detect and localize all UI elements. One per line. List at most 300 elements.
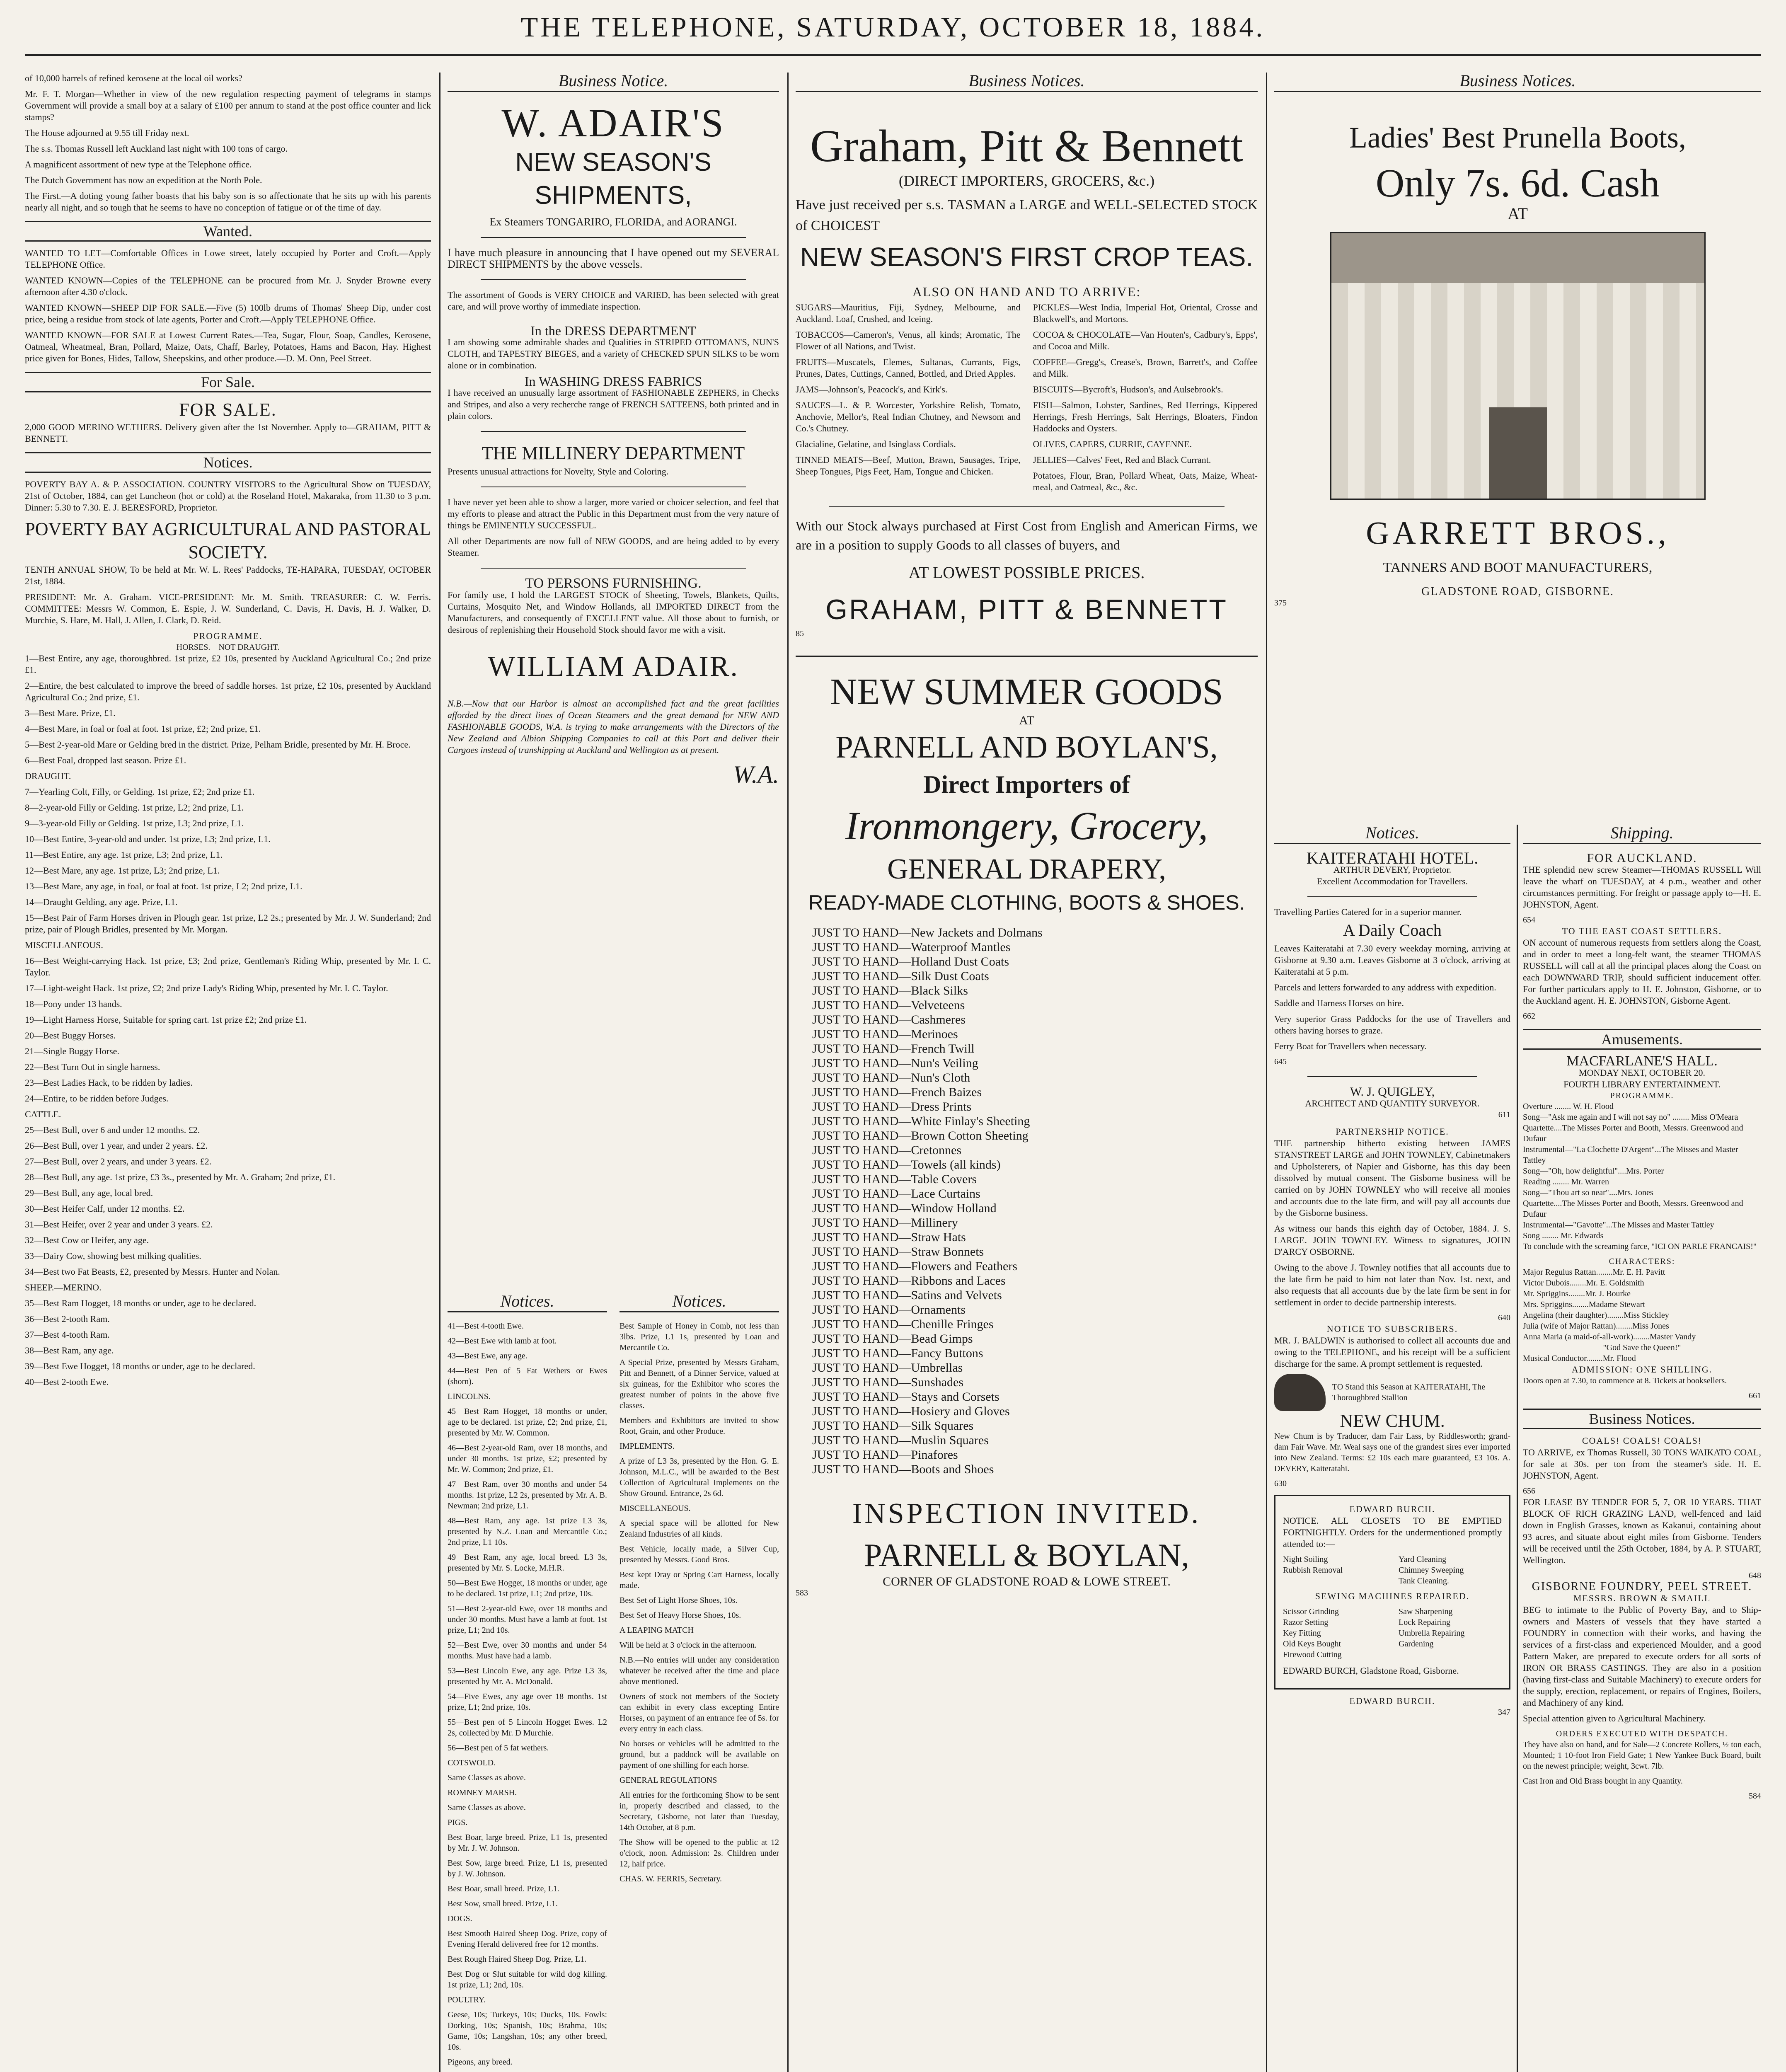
show-class-item: DOGS. — [448, 1914, 472, 1923]
settlers-text: ON account of numerous requests from settlers along the Coast, and in order to meet a long-felt want, the steamer THOMAS RUSSELL will call at all the principal places along the Coast on each DOWNWARD TRIP, should sufficient inducement offer. For further particulars apply to H. E. Johnston, Gisborne, or to the Auckland agent. H. E. JOHNSTON, Gisborne Agent. — [1523, 937, 1761, 1006]
just-to-hand-item: JUST TO HAND—New Jackets and Dolmans — [812, 926, 1043, 939]
pb-ironmongery: Ironmongery, Grocery, — [845, 804, 1208, 848]
show-class-item: 19—Light Harness Horse, Suitable for spring cart. 1st prize £2; 2nd prize £1. — [25, 1014, 307, 1025]
show-class-item: 4—Best Mare, in foal or foal at foot. 1st prize, £2; 2nd prize, £1. — [25, 724, 261, 734]
show-class-item: Best Sow, small breed. Prize, L1. — [448, 1899, 558, 1908]
programme-list — [1523, 1101, 1761, 1241]
show-class-item: 40—Best 2-tooth Ewe. — [25, 1377, 109, 1387]
show-class-item: ROMNEY MARSH. — [448, 1788, 517, 1797]
ad-number: 648 — [1749, 1571, 1761, 1580]
show-class-item: Same Classes as above. — [448, 1803, 526, 1812]
divider — [1307, 1076, 1477, 1077]
repair-item: Saw Sharpening — [1399, 1607, 1453, 1616]
ad-number: 347 — [1498, 1708, 1510, 1717]
column-divider — [439, 73, 440, 2072]
regulation-item: GENERAL REGULATIONS — [620, 1776, 717, 1785]
foundry-sale: They have also on hand, and for Sale—2 Concrete Rollers, ½ ton each, Mounted; 1 10-foot Iron Field Gate; 1 New Yankee Buck Board, built on the newest principle; weight, 3cwt. 7lb. — [1523, 1740, 1761, 1771]
ad-number: 640 — [1498, 1313, 1510, 1322]
doors-text: Doors open at 7.30, to commence at 8. Tickets at booksellers. — [1523, 1376, 1727, 1385]
hall-event: FOURTH LIBRARY ENTERTAINMENT. — [1563, 1079, 1721, 1089]
programme-item: Reading ........ Mr. Warren — [1523, 1177, 1609, 1186]
just-to-hand-item: JUST TO HAND—Table Covers — [812, 1172, 977, 1186]
settlers-heading: TO THE EAST COAST SETTLERS. — [1562, 926, 1722, 936]
furnishing-heading: TO PERSONS FURNISHING. — [525, 576, 702, 591]
burch-services — [1283, 1554, 1502, 1586]
programme-item: Song ........ Mr. Edwards — [1523, 1231, 1604, 1240]
business-notice-header: Business Notice. — [448, 73, 779, 92]
just-to-hand-item: JUST TO HAND—Towels (all kinds) — [812, 1158, 1001, 1172]
just-to-hand-item: JUST TO HAND—Boots and Shoes — [812, 1462, 994, 1476]
ad-number: 611 — [1498, 1110, 1510, 1119]
just-to-hand-item: JUST TO HAND—Nun's Cloth — [812, 1071, 970, 1084]
show-class-item: 18—Pony under 13 hands. — [25, 999, 122, 1009]
just-to-hand-item: JUST TO HAND—Silk Squares — [812, 1419, 974, 1433]
character-item: Julia (wife of Major Rattan)........Miss Jones — [1523, 1322, 1669, 1331]
just-to-hand-item: JUST TO HAND—Stays and Corsets — [812, 1390, 999, 1404]
show-class-item: 27—Best Bull, over 2 years, and under 3 years. £2. — [25, 1156, 212, 1167]
saddle-text: Saddle and Harness Horses on hire. — [1274, 998, 1404, 1008]
pb-name: PARNELL AND BOYLAN'S, — [835, 730, 1218, 765]
repair-item: Old Keys Bought — [1283, 1639, 1341, 1648]
character-item: Major Regulus Rattan........Mr. E. H. Pavitt — [1523, 1268, 1665, 1277]
dress-heading: In the DRESS DEPARTMENT — [530, 323, 696, 338]
horses-title: HORSES.—NOT DRAUGHT. — [176, 643, 280, 652]
programme-heading: PROGRAMME. — [1610, 1091, 1674, 1100]
show-class-item: 2—Entire, the best calculated to improve the breed of saddle horses. 1st prize, £2 10s, presented by Auckland Agricultural Co.; 2nd prize, £1. — [25, 680, 431, 702]
just-to-hand-item: JUST TO HAND—Ribbons and Laces — [812, 1274, 1006, 1288]
society-title: POVERTY BAY AGRICULTURAL AND PASTORAL SOCIETY. — [25, 519, 431, 562]
foundry-despatch: ORDERS EXECUTED WITH DESPATCH. — [1556, 1729, 1728, 1738]
repair-item: Razor Setting — [1283, 1618, 1329, 1627]
show-class-item: 25—Best Bull, over 6 and under 12 months. £2. — [25, 1125, 200, 1135]
pb-clothing: READY-MADE CLOTHING, BOOTS & SHOES. — [808, 891, 1245, 914]
stock-item: COCOA & CHOCOLATE—Van Houten's, Cadbury's, Epps', and Cocoa and Milk. — [1033, 329, 1258, 351]
adair-initials: W.A. — [733, 761, 779, 788]
gpb-stock-text: With our Stock always purchased at First Cost from English and American Firms, we are in a position to supply Goods to all classes of buyers, and — [796, 518, 1258, 552]
just-to-hand-item: JUST TO HAND—Sunshades — [812, 1375, 964, 1389]
show-class-item: 54—Five Ewes, any age over 18 months. 1st prize, L1; 2nd prize, 10s. — [448, 1692, 607, 1712]
programme-item: Instrumental—"La Clochette D'Argent"...The Misses and Master Tattley — [1523, 1145, 1738, 1165]
regulation-item: Best Sample of Honey in Comb, not less than 3lbs. Prize, L1 1s, presented by Loan and Mercantile Co. — [620, 1322, 779, 1352]
divider — [1307, 896, 1477, 897]
partnership-owing: Owing to the above J. Townley notifies that all accounts due to the late firm be paid to him not later than Nov. 1st. next, and also requests that all accounts due by the late firm be sent in for settlement in order to decide partnership interests. — [1274, 1262, 1510, 1307]
ad-number: 85 — [796, 629, 804, 638]
stock-item: TINNED MEATS—Beef, Mutton, Brawn, Sausages, Tripe, Sheep Tongues, Pigs Feet, Ham, Tongue and Chicken. — [796, 455, 1021, 477]
show-class-item: 55—Best pen of 5 Lincoln Hogget Ewes. L2 2s, collected by Mr. D Murchie. — [448, 1718, 607, 1738]
stallion-ad — [1274, 1374, 1510, 1411]
show-class-item: 48—Best Ram, any age. 1st prize L3 3s, presented by N.Z. Loan and Mercantile Co.; 2nd prize, L1 10s. — [448, 1516, 607, 1547]
foundry-heading: GISBORNE FOUNDRY, PEEL STREET. — [1532, 1580, 1752, 1593]
regulation-item: A prize of L3 3s, presented by the Hon. G. E. Johnson, M.L.C., will be awarded to the Best Collection of Agricultural Implements on the Show Ground. Entrance, 2s 6d. — [620, 1457, 779, 1498]
characters-list — [1523, 1267, 1761, 1342]
adair-name: W. ADAIR'S — [501, 101, 725, 145]
show-class-item: 17—Light-weight Hack. 1st prize, £2; 2nd prize Lady's Riding Whip, presented by Mr. I. C. Taylor. — [25, 983, 388, 993]
wanted-ad: WANTED KNOWN—Copies of the TELEPHONE can be procured from Mr. J. Snyder Browne every afternoon after 4.30 o'clock. — [25, 275, 431, 297]
masthead-rule — [25, 54, 1761, 56]
pb-at: AT — [1019, 714, 1034, 727]
garrett-at: AT — [1508, 204, 1528, 223]
garrett-name: GARRETT BROS., — [1366, 515, 1670, 551]
anthem: "God Save the Queen!" — [1603, 1343, 1681, 1352]
show-class-item: SHEEP.—MERINO. — [25, 1282, 102, 1293]
just-to-hand-item: JUST TO HAND—Cashmeres — [812, 1013, 966, 1026]
column-4-shipping — [1523, 825, 1761, 2072]
show-class-item: PIGS. — [448, 1818, 468, 1827]
quigley-name: W. J. QUIGLEY, — [1350, 1085, 1435, 1099]
show-class-item: 13—Best Mare, any age, in foal, or foal at foot. 1st prize, L2; 2nd prize, L1. — [25, 881, 303, 891]
adair-selection: I have never yet been able to show a larger, more varied or choicer selection, and feel that my efforts to please and attract the Public in this Department must from the very nature of things be EMINENTLY SUCCESSFUL. — [448, 497, 779, 530]
news-item: The Dutch Government has now an expedition at the North Pole. — [25, 175, 262, 185]
notice-luncheon: POVERTY BAY A. & P. ASSOCIATION. COUNTRY VISITORS to the Agricultural Show on TUESDAY, 21st of October, 1884, can get Luncheon (hot or cold) at the Roseland Hotel, Makaraka, from 11.30 to 3 p.m. Dinner: 5.30 to 7.30. E. J. BERESFORD, Proprietor. — [25, 479, 431, 513]
column-divider — [1517, 825, 1518, 2072]
washing-text: I have received an unusually large assortment of FASHIONABLE ZEPHERS, in Checks and Stripes, and also a very recherche range of FRENCH SATTEENS, both printed and in plain colors. — [448, 387, 779, 421]
hall-date: MONDAY NEXT, OCTOBER 20. — [1579, 1067, 1705, 1078]
repair-item: Lock Repairing — [1399, 1618, 1450, 1627]
show-class-item: 30—Best Heifer Calf, under 12 months. £2. — [25, 1203, 185, 1214]
furnishing-text: For family use, I hold the LARGEST STOCK of Sheeting, Towels, Blankets, Quilts, Curtains, Mosquito Net, and Window Hollands, all IMPORTED DIRECT from the Manufacturers, and consequently of EXCELLENT value. All those about to furnish, or desirous of replenishing their Household Stock should favor me with a visit. — [448, 590, 779, 635]
show-class-item: 51—Best 2-year-old Ewe, over 18 months and under 30 months. Must have a lamb at foot. 1st prize, L1; 2nd 10s. — [448, 1604, 607, 1635]
farce-text: To conclude with the screaming farce, "ICI ON PARLE FRANCAIS!" — [1523, 1242, 1757, 1251]
ad-number: 583 — [796, 1588, 808, 1598]
ad-number: 584 — [1749, 1791, 1761, 1801]
partnership-witness: As witness our hands this eighth day of October, 1884. J. S. LARGE. JOHN TOWNLEY. Witness to signatures, JOHN D'ARCY OSBORNE. — [1274, 1223, 1510, 1257]
show-class-item: 53—Best Lincoln Ewe, any age. Prize L3 3s, presented by Mr. A. McDonald. — [448, 1666, 607, 1686]
service-item: Night Soiling — [1283, 1555, 1328, 1564]
show-class-item: 33—Dairy Cow, showing best milking qualities. — [25, 1251, 201, 1261]
column-2-adair — [448, 73, 779, 1274]
divider — [481, 568, 746, 569]
coals-heading: COALS! COALS! COALS! — [1582, 1435, 1702, 1446]
show-class-item: 26—Best Bull, over 1 year, and under 2 years. £2. — [25, 1140, 208, 1151]
show-class-item: 43—Best Ewe, any age. — [448, 1351, 528, 1360]
show-classes — [25, 653, 431, 1388]
garrett-boots: Ladies' Best Prunella Boots, — [1349, 121, 1686, 154]
burch-heading: EDWARD BURCH. — [1349, 1504, 1435, 1514]
stock-item: COFFEE—Gregg's, Crease's, Brown, Barrett's, and Coffee and Milk. — [1033, 357, 1258, 379]
burch-repairs-left — [1283, 1606, 1386, 1660]
pb-just-to-hand-list — [812, 925, 1258, 1477]
subscribers-heading: NOTICE TO SUBSCRIBERS. — [1326, 1324, 1458, 1334]
notices-left — [448, 1293, 607, 2072]
gpb-subtitle: (DIRECT IMPORTERS, GROCERS, &c.) — [898, 172, 1155, 189]
grass-text: Very superior Grass Paddocks for the use of Travellers and others having horses to graze. — [1274, 1014, 1510, 1036]
show-class-item: MISCELLANEOUS. — [25, 940, 103, 950]
auckland-heading: FOR AUCKLAND. — [1587, 851, 1697, 865]
garrett-address: GLADSTONE ROAD, GISBORNE. — [1421, 585, 1614, 598]
just-to-hand-item: JUST TO HAND—Waterproof Mantles — [812, 940, 1011, 954]
programme-item: Quartette....The Misses Porter and Booth, Messrs. Greenwood and Dufaur — [1523, 1123, 1743, 1143]
show-class-item: 22—Best Turn Out in single harness. — [25, 1062, 160, 1072]
show-class-item: LINCOLNS. — [448, 1392, 491, 1401]
column-2-notices — [448, 1293, 779, 2072]
pb-drapery: GENERAL DRAPERY, — [887, 853, 1166, 885]
coach-text: Leaves Kaiteratahi at 7.30 every weekday morning, arriving at Gisborne at 9.30 a.m. Leaves Gisborne at 3 o'clock, arriving at Kaiteratahi at 5 p.m. — [1274, 943, 1510, 977]
show-class-item: Best Smooth Haired Sheep Dog. Prize, copy of Evening Herald delivered free for 12 months. — [448, 1929, 607, 1949]
garrett-building-illustration — [1330, 232, 1706, 500]
notices-header: Notices. — [448, 1293, 607, 1312]
hotel-name: KAITERATAHI HOTEL. — [1306, 849, 1479, 867]
regulation-item: IMPLEMENTS. — [620, 1442, 675, 1451]
burch-repairs — [1283, 1606, 1502, 1660]
just-to-hand-item: JUST TO HAND—Satins and Velvets — [812, 1288, 1002, 1302]
column-4-garrett — [1274, 73, 1761, 814]
show-class-item: 36—Best 2-tooth Ram. — [25, 1314, 110, 1324]
show-class-item: 24—Entire, to be ridden before Judges. — [25, 1093, 169, 1104]
repair-item: Scissor Grinding — [1283, 1607, 1339, 1616]
stallion-text: New Chum is by Traducer, dam Fair Lass, by Riddlesworth; grand-dam Fair Wave. Mr. Weal says one of the grandest sires ever imported into New Zealand. Terms: £2 10s each mare guaranteed, £3 10s. A. DEVERY, Kaiteratahi. — [1274, 1432, 1510, 1473]
show-class-item: 12—Best Mare, any age. 1st prize, L3; 2nd prize, L1. — [25, 865, 220, 876]
just-to-hand-item: JUST TO HAND—Silk Dust Coats — [812, 969, 989, 983]
show-class-item: 46—Best 2-year-old Ram, over 18 months, and under 30 months. 1st prize, £2; presented by Mr. W. Common; 2nd prize, £1. — [448, 1443, 607, 1474]
just-to-hand-item: JUST TO HAND—French Twill — [812, 1042, 975, 1055]
notices-right — [620, 1293, 779, 2072]
just-to-hand-item: JUST TO HAND—Hosiery and Gloves — [812, 1404, 1010, 1418]
show-class-item: Same Classes as above. — [448, 1773, 526, 1782]
society-officers: PRESIDENT: Mr. A. Graham. VICE-PRESIDENT: Mr. M. Smith. TREASURER: C. W. Ferris. COMMITTEE: Messrs W. Common, E. Espie, J. W. Sunderland, C. Davis, H. Davis, H. J. Walker, D. Murchie, S. Hare, M. Hall, J. Allen, J. Clark, D. Reid. — [25, 592, 431, 625]
show-class-item: 31—Best Heifer, over 2 year and under 3 years. £2. — [25, 1219, 213, 1230]
amusements-header: Amusements. — [1523, 1029, 1761, 1050]
stock-item: FISH—Salmon, Lobster, Sardines, Red Herrings, Kippered Herrings, Fresh Herrings, Salt Herrings, Bloaters, Findon Haddocks and Oysters. — [1033, 400, 1258, 433]
show-class-item: 44—Best Pen of 5 Fat Wethers or Ewes (shorn). — [448, 1366, 607, 1386]
column-divider — [787, 73, 789, 2072]
show-classes-continued — [448, 1321, 607, 2072]
show-class-item: 8—2-year-old Filly or Gelding. 1st prize, L2; 2nd prize, L1. — [25, 802, 244, 813]
repair-item: Umbrella Repairing — [1399, 1629, 1465, 1638]
just-to-hand-item: JUST TO HAND—Cretonnes — [812, 1143, 962, 1157]
admission: ADMISSION: ONE SHILLING. — [1571, 1364, 1713, 1375]
show-class-item: 10—Best Entire, 3-year-old and under. 1st prize, L3; 2nd prize, L1. — [25, 834, 271, 844]
show-class-item: 45—Best Ram Hogget, 18 months or under, age to be declared. 1st prize, £2; 2nd prize, £1, presented by Mr. W. Common. — [448, 1407, 607, 1438]
stock-item: FRUITS—Muscatels, Elemes, Sultanas, Currants, Figs, Prunes, Dates, Cuttings, Canned, Bottled, and Dried Apples. — [796, 357, 1021, 379]
just-to-hand-item: JUST TO HAND—Black Silks — [812, 984, 968, 997]
notices-header: Notices. — [1274, 825, 1510, 844]
regulation-item: Best Set of Light Horse Shoes, 10s. — [620, 1596, 738, 1605]
stock-item: Potatoes, Flour, Bran, Pollard Wheat, Oats, Maize, Wheat-meal, and Oatmeal, &c., &c. — [1033, 470, 1258, 492]
regulation-item: Members and Exhibitors are invited to show Root, Grain, and other Produce. — [620, 1416, 779, 1436]
horse-illustration — [1274, 1374, 1326, 1411]
divider — [829, 506, 1225, 507]
news-item: of 10,000 barrels of refined kerosene at the local oil works? — [25, 73, 242, 83]
gpb-also: ALSO ON HAND AND TO ARRIVE: — [912, 284, 1141, 299]
regulation-item: Owners of stock not members of the Society can exhibit in every class excepting Entire Horses, on payment of an entrance fee of 5s. for every entry in each class. — [620, 1692, 779, 1733]
business-notices-header: Business Notices. — [1523, 1409, 1761, 1429]
news-item: Mr. F. T. Morgan—Whether in view of the new regulation respecting payment of telegrams in stamps Government will provide a small boy at a salary of £100 per annum to stand at the post office counter and lick stamps? — [25, 89, 431, 122]
news-item: The First.—A doting young father boasts that his baby son is so affectionate that he sits up with his parents nearly all night, and so tough that he seems to have no conception of fatigue or of the time of day. — [25, 191, 431, 213]
pb-signature: PARNELL & BOYLAN, — [864, 1537, 1190, 1573]
show-class-item: 21—Single Buggy Horse. — [25, 1046, 119, 1056]
regulation-item: N.B.—No entries will under any consideration whatever be received after the time and place above mentioned. — [620, 1656, 779, 1686]
show-class-item: 50—Best Ewe Hogget, 18 months or under, age to be declared. 1st prize, L1; 2nd prize, 10s. — [448, 1578, 607, 1598]
gpb-signature: GRAHAM, PITT & BENNETT — [825, 594, 1228, 625]
wanted-ad: WANTED KNOWN—FOR SALE at Lowest Current Rates.—Tea, Sugar, Flour, Soap, Candles, Kerosene, Oatmeal, Wheatmeal, Bran, Pollard, Maize, Oats, Chaff, Barley, Potatoes, Hams and Bacon, Hay. Highest price given for Bones, Hides, Tallow, Sheepskins, and other produce.—D. M. Onn, Peel Street. — [25, 330, 431, 363]
business-notices-header: Business Notices. — [1274, 73, 1761, 92]
regulation-item: MISCELLANEOUS. — [620, 1504, 691, 1513]
show-class-item: Best Dog or Slut suitable for wild dog killing. 1st prize, L1; 2nd, 10s. — [448, 1970, 607, 1990]
building-roof — [1331, 233, 1704, 283]
millinery-heading: THE MILLINERY DEPARTMENT — [482, 443, 745, 463]
garrett-price: Only 7s. 6d. Cash — [1375, 161, 1660, 205]
regulation-item: Will be held at 3 o'clock in the afternoon. — [620, 1641, 757, 1650]
stock-item: PICKLES—West India, Imperial Hot, Oriental, Crosse and Blackwell's, and Mortons. — [1033, 302, 1258, 324]
ad-number: 630 — [1274, 1479, 1287, 1488]
building-door — [1489, 407, 1547, 499]
ad-number: 661 — [1749, 1391, 1761, 1400]
gpb-stock-right — [1033, 302, 1258, 497]
column-1 — [25, 73, 431, 2072]
just-to-hand-item: JUST TO HAND—Merinoes — [812, 1027, 958, 1041]
masthead — [0, 0, 1786, 54]
service-item: Yard Cleaning — [1399, 1555, 1447, 1564]
show-class-item: 56—Best pen of 5 fat wethers. — [448, 1743, 549, 1752]
coals-text: TO ARRIVE, ex Thomas Russell, 30 TONS WAIKATO COAL, for sale at 30s. per ton from the steamer's side. H. E. JOHNSTON, Agent. — [1523, 1447, 1761, 1481]
just-to-hand-item: JUST TO HAND—Umbrellas — [812, 1361, 963, 1375]
just-to-hand-item: JUST TO HAND—Window Holland — [812, 1201, 997, 1215]
repair-item: Gardening — [1399, 1639, 1434, 1648]
show-regulations — [620, 1321, 779, 1884]
hotel-parties: Travelling Parties Catered for in a superior manner. — [1274, 907, 1462, 917]
burch-footer: EDWARD BURCH. — [1349, 1696, 1435, 1706]
just-to-hand-item: JUST TO HAND—Ornaments — [812, 1303, 966, 1317]
show-class-item: 16—Best Weight-carrying Hack. 1st prize, £3; 2nd prize, Gentleman's Riding Whip, presented by Mr. I. C. Taylor. — [25, 956, 431, 978]
just-to-hand-item: JUST TO HAND—Holland Dust Coats — [812, 955, 1009, 968]
show-class-item: 35—Best Ram Hogget, 18 months or under, age to be declared. — [25, 1298, 257, 1308]
partnership-text: THE partnership hitherto existing between JAMES STANSTREET LARGE and JOHN TOWNLEY, Cabinetmakers and Upholsterers, of Napier and Gisborne, has this day been dissolved by mutual consent. The Gisborne business will be carried on by JOHN TOWNLEY who will receive all monies and accounts due to the late firm, and will pay all accounts due by the Gisborne business. — [1274, 1138, 1510, 1218]
show-class-item: 39—Best Ewe Hogget, 18 months or under, age to be declared. — [25, 1361, 255, 1371]
foundry-special: Special attention given to Agricultural Machinery. — [1523, 1713, 1706, 1723]
foundry-text: BEG to intimate to the Public of Poverty Bay, and to Ship-owners and Masters of vessels that they have started a FOUNDRY in connection with their works, and having the services of a first-class and experienced Moulder, and a good Pattern Maker, are prepared to execute orders for all sorts of IRON OR BRASS CASTINGS. They are also in a position (having first-class and Suitable Machinery) to execute orders for the supply, erection, replacement, or repairs of Engines, Boilers, and Machinery of any kind. — [1523, 1605, 1761, 1708]
show-class-item: 34—Best two Fat Beasts, £2, presented by Messrs. Hunter and Nolan. — [25, 1266, 280, 1277]
stallion-stand: TO Stand this Season at KAITERATAHI, The Thoroughbred Stallion — [1332, 1382, 1486, 1402]
parcels-text: Parcels and letters forwarded to any address with expedition. — [1274, 982, 1496, 992]
hotel-accommodation: Excellent Accommodation for Travellers. — [1317, 876, 1468, 886]
regulation-item: Best Vehicle, locally made, a Silver Cup, presented by Messrs. Good Bros. — [620, 1544, 779, 1564]
millinery-text: Presents unusual attractions for Novelty, Style and Coloring. — [448, 466, 669, 477]
programme-item: Overture ........ W. H. Flood — [1523, 1102, 1614, 1111]
adair-nb: N.B.—Now that our Harbor is almost an accomplished fact and the great facilities afforded by the direct lines of Ocean Steamers and the great demand for NEW AND FASHIONABLE GOODS, W.A. is trying to make arrangements with the Directors of the New Zealand and Albion Shipping Companies to call at this Port and deliver their Cargoes instead of transhipping at Auckland and Wellington as at present. — [448, 698, 779, 755]
just-to-hand-item: JUST TO HAND—Brown Cotton Sheeting — [812, 1129, 1029, 1143]
coach-heading: A Daily Coach — [1343, 921, 1442, 939]
adair-intro: I have much pleasure in announcing that I have opened out my SEVERAL DIRECT SHIPMENTS by the above vessels. — [448, 247, 779, 270]
regulation-item: All entries for the forthcoming Show to be sent in, properly described and classed, to the Secretary, Gisborne, not later than Tuesday, 14th October, at 8 p.m. — [620, 1791, 779, 1832]
news-item: A magnificent assortment of new type at the Telephone office. — [25, 159, 252, 169]
adair-ships: Ex Steamers TONGARIRO, FLORIDA, and AORANGI. — [489, 216, 737, 228]
show-class-item: 9—3-year-old Filly or Gelding. 1st prize, L3; 2nd prize, L1. — [25, 818, 244, 828]
wanted-ad: WANTED KNOWN—SHEEP DIP FOR SALE.—Five (5) 100lb drums of Thomas' Sheep Dip, under cost price, being a residue from stock of late agents, Porter and Croft.—Apply TELEPHONE Office. — [25, 303, 431, 324]
just-to-hand-item: JUST TO HAND—Fancy Buttons — [812, 1346, 983, 1360]
adair-departments: All other Departments are now full of NEW GOODS, and are being added to by every Steamer. — [448, 536, 779, 558]
quigley-title: ARCHITECT AND QUANTITY SURVEYOR. — [1305, 1098, 1480, 1109]
just-to-hand-item: JUST TO HAND—French Baizes — [812, 1085, 982, 1099]
wanted-header: Wanted. — [25, 221, 431, 242]
show-class-item: 41—Best 4-tooth Ewe. — [448, 1322, 524, 1331]
stock-item: JELLIES—Calves' Feet, Red and Black Currant. — [1033, 455, 1211, 465]
show-class-item: 29—Best Bull, any age, local bred. — [25, 1188, 153, 1198]
ad-number: 375 — [1274, 598, 1287, 608]
news-item: The s.s. Thomas Russell left Auckland last night with 100 tons of cargo. — [25, 143, 288, 154]
just-to-hand-item: JUST TO HAND—White Finlay's Sheeting — [812, 1114, 1030, 1128]
character-item: Angelina (their daughter)........Miss Stickley — [1523, 1311, 1669, 1320]
forsale-title: FOR SALE. — [179, 399, 277, 420]
show-class-item: Best Boar, small breed. Prize, L1. — [448, 1884, 559, 1893]
garrett-trade: TANNERS AND BOOT MANUFACTURERS, — [1383, 560, 1653, 575]
just-to-hand-item: JUST TO HAND—Straw Bonnets — [812, 1245, 984, 1259]
regulation-item: A LEAPING MATCH — [620, 1626, 694, 1635]
show-class-item: POULTRY. — [448, 1995, 486, 2004]
news-items — [25, 73, 431, 213]
pb-address: CORNER OF GLADSTONE ROAD & LOWE STREET. — [883, 1575, 1171, 1588]
character-item: Anna Maria (a maid-of-all-work)........Master Vandy — [1523, 1332, 1696, 1341]
society-show: TENTH ANNUAL SHOW, To be held at Mr. W. L. Rees' Paddocks, TE-HAPARA, TUESDAY, OCTOBER 21st, 1884. — [25, 564, 431, 586]
show-class-item: 28—Best Bull, any age. 1st prize, £3 3s., presented by Mr. A. Graham; 2nd prize, £1. — [25, 1172, 336, 1182]
ad-number: 662 — [1523, 1012, 1535, 1021]
burch-sewing: SEWING MACHINES REPAIRED. — [1315, 1591, 1470, 1601]
just-to-hand-item: JUST TO HAND—Nun's Veiling — [812, 1056, 978, 1070]
show-class-item: Geese, 10s; Turkeys, 10s; Ducks, 10s. Fowls: Dorking, 10s; Spanish, 10s; Brahma, 10s; Game, 10s; Langshan, 10s; any other breed, 10s. — [448, 2010, 607, 2052]
show-class-item: 6—Best Foal, dropped last season. Prize £1. — [25, 755, 186, 765]
regulation-item: The Show will be opened to the public at 12 o'clock, noon. Admission: 2s. Children under 12, half price. — [620, 1838, 779, 1869]
divider — [481, 431, 746, 432]
repair-item: Key Fitting — [1283, 1629, 1321, 1638]
masthead-title: THE TELEPHONE, SATURDAY, OCTOBER 18, 1884. — [520, 11, 1266, 43]
burch-repairs-right — [1399, 1606, 1502, 1660]
programme-item: Song—"Ask me again and I will not say no" ........ Miss O'Meara — [1523, 1113, 1738, 1122]
adair-signature: WILLIAM ADAIR. — [488, 651, 739, 683]
adair-assortment: The assortment of Goods is VERY CHOICE and VARIED, has been selected with great care, and will prove worthy of immediate inspection. — [448, 290, 779, 312]
divider — [481, 279, 746, 280]
column-divider — [1266, 73, 1267, 2072]
burch-services-right — [1399, 1554, 1502, 1586]
character-item: Mr. Spriggins........Mr. J. Bourke — [1523, 1289, 1631, 1298]
gpb-stock-list — [796, 302, 1258, 497]
character-item: Mrs. Spriggins........Madame Stewart — [1523, 1300, 1645, 1309]
just-to-hand-item: JUST TO HAND—Pinafores — [812, 1448, 958, 1462]
burch-signature: EDWARD BURCH, Gladstone Road, Gisborne. — [1283, 1665, 1459, 1676]
service-item: Chimney Sweeping — [1399, 1566, 1464, 1575]
service-item: Tank Cleaning. — [1399, 1576, 1449, 1585]
adair-title: NEW SEASON'S SHIPMENTS, — [515, 148, 711, 210]
just-to-hand-item: JUST TO HAND—Millinery — [812, 1216, 958, 1230]
steamer-text: THE splendid new screw Steamer—THOMAS RUSSELL Will leave the wharf on TUESDAY, at 4 p.m., weather and other circumstances permitting. For freight or passage apply to—H. E. JOHNSTON, Agent. — [1523, 864, 1761, 910]
show-class-item: 14—Draught Gelding, any age. Prize, L1. — [25, 897, 178, 907]
show-class-item: COTSWOLD. — [448, 1758, 496, 1767]
burch-services-left — [1283, 1554, 1386, 1586]
ad-number: 645 — [1274, 1057, 1287, 1066]
show-class-item: 7—Yearling Colt, Filly, or Gelding. 1st prize, £2; 2nd prize £1. — [25, 787, 255, 797]
pb-inspection: INSPECTION INVITED. — [852, 1498, 1201, 1530]
show-class-item: 5—Best 2-year-old Mare or Gelding bred in the district. Prize, Pelham Bridle, presented by Mr. H. Broce. — [25, 739, 411, 750]
show-class-item: 49—Best Ram, any age, local breed. L3 3s, presented by Mr. S. Locke, M.H.R. — [448, 1553, 607, 1573]
notices-header: Notices. — [25, 452, 431, 473]
stock-item: SAUCES—L. & P. Worcester, Yorkshire Relish, Tomato, Anchovie, Mellor's, Real Indian Chutney, and Newsom and Co.'s Chutney. — [796, 400, 1021, 433]
column-3 — [796, 73, 1258, 2072]
stock-item: TOBACCOS—Cameron's, Venus, all kinds; Aromatic, The Flower of all Nations, and Twist. — [796, 329, 1021, 351]
show-class-item: 42—Best Ewe with lamb at foot. — [448, 1336, 557, 1346]
column-4-notices — [1274, 825, 1510, 2072]
programme-item: Song—"Thou art so near"....Mrs. Jones — [1523, 1188, 1653, 1197]
hall-name: MACFARLANE'S HALL. — [1566, 1053, 1718, 1069]
dress-text: I am showing some admirable shades and Qualities in STRIPED OTTOMAN'S, NUN'S CLOTH, and TAPESTRY BIEGES, and a variety of CHECKED SPUN SILKS to be worn alone or in combination. — [448, 337, 779, 370]
stock-item: JAMS—Johnson's, Peacock's, and Kirk's. — [796, 384, 948, 395]
foundry-cast: Cast Iron and Old Brass bought in any Quantity. — [1523, 1777, 1683, 1786]
show-class-item: CATTLE. — [25, 1109, 61, 1119]
characters-heading: CHARACTERS: — [1609, 1257, 1675, 1266]
just-to-hand-item: JUST TO HAND—Chenille Fringes — [812, 1317, 994, 1331]
lease-text: FOR LEASE BY TENDER FOR 5, 7, OR 10 YEARS. THAT BLOCK OF RICH GRAZING LAND, well-fenced and laid down in English Grasses, known as Kakanui, containing about 93 acres, and situate about eight miles from Gisborne. Tenders will be received until the 25th October, 1884, by A. P. STUART, Wellington. — [1523, 1497, 1761, 1565]
subscribers-text: MR. J. BALDWIN is authorised to collect all accounts due and owing to the TELEPHONE, and his receipt will be a sufficient discharge for the same. A prompt settlement is requested. — [1274, 1335, 1510, 1369]
just-to-hand-item: JUST TO HAND—Velveteens — [812, 998, 965, 1012]
show-class-item: Best Rough Haired Sheep Dog. Prize, L1. — [448, 1955, 586, 1964]
show-class-item: Best Boar, large breed. Prize, L1 1s, presented by Mr. J. W. Johnson. — [448, 1833, 607, 1853]
